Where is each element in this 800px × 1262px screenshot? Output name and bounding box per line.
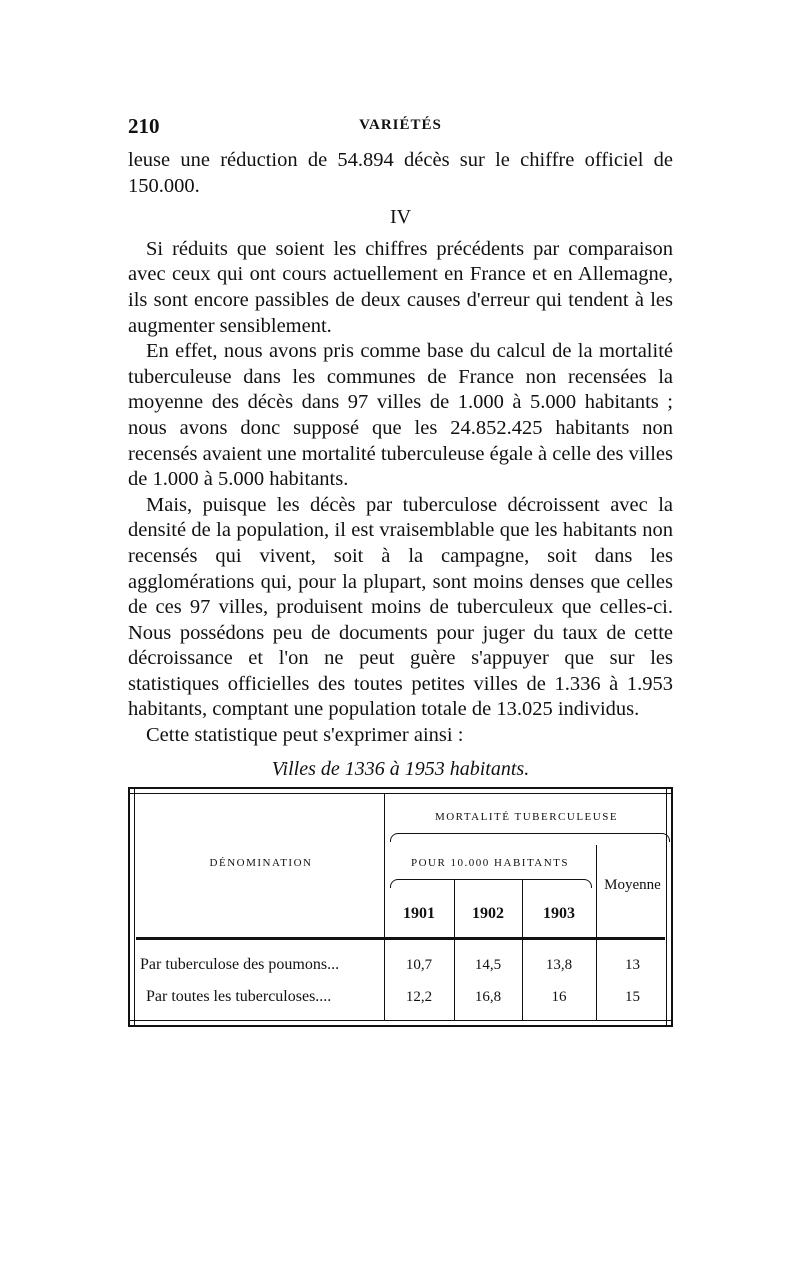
header-moyenne: Moyenne	[604, 877, 661, 893]
header-denomination: DÉNOMINATION	[209, 857, 313, 869]
page-number: 210	[128, 114, 160, 138]
table-cell: 13,8	[545, 957, 573, 973]
table-cell: 13	[625, 957, 640, 973]
section-heading: IV	[389, 206, 412, 229]
paragraph-continuation: leuse une réduction de 54.894 décès sur le chiffre officiel de 150.000.	[128, 149, 673, 197]
group-brace	[390, 833, 670, 842]
table-cell: 15	[625, 989, 640, 1005]
table-frame-top	[128, 787, 673, 794]
table-cell: 16	[551, 989, 567, 1005]
header-year: 1903	[543, 905, 575, 922]
row-label: Par toutes les tuberculoses....	[146, 988, 332, 1005]
table-title: Villes de 1336 à 1953 habitants.	[271, 758, 530, 780]
table-cell: 14,5	[474, 957, 502, 973]
paragraph: Mais, puisque les décès par tuberculose décroissent avec la densité de la population, il est vraisemblable que les habitants non recensés qui vivent, soit à la campagne, soit dans les agglomérations qui, pour la plupart, sont moins denses que celles de ces 97 villes, produisent moins de tuberculeux que celles-ci. Nous possédons peu de documents pour juger du taux de cette décroissance et l'on ne peut guère s'appuyer que sur les statistiques officielles des toutes petites villes de 1.336 à 1.953 habitants, comptant une population totale de 13.025 individus.	[128, 493, 673, 721]
paragraph: En effet, nous avons pris comme base du calcul de la mortalité tuberculeuse dans les communes de France non recensées la moyenne des décès dans 97 villes de 1.000 à 5.000 habitants ; nous avons donc supposé que les 24.852.425 habitants non recensés avaient une mortalité tuberculeuse égale à celle des villes de 1.000 à 5.000 habitants.	[128, 340, 673, 491]
subgroup-brace	[390, 879, 592, 888]
row-label: Par tuberculose des poumons...	[140, 956, 340, 973]
header-mortality: MORTALITÉ TUBERCULEUSE	[434, 811, 619, 823]
table-cell: 16,8	[474, 989, 502, 1005]
table-cell: 10,7	[405, 957, 433, 973]
paragraph: Si réduits que soient les chiffres précédents par comparaison avec ceux qui ont cours actuellement en France et en Allemagne, ils sont encore passibles de deux causes d'erreur qui tendent à les augmenter sensiblement.	[128, 237, 673, 337]
header-year: 1901	[403, 905, 435, 922]
page-header	[128, 114, 673, 144]
table-frame-bottom	[128, 1020, 673, 1027]
header-year: 1902	[472, 905, 504, 922]
header-rule	[136, 937, 665, 940]
table-frame-left	[128, 787, 135, 1027]
table-cell: 12,2	[405, 989, 433, 1005]
running-title: VARIÉTÉS	[359, 117, 442, 133]
body-text	[128, 148, 673, 749]
mortality-table	[128, 787, 673, 1027]
header-per-10000: POUR 10.000 HABITANTS	[410, 857, 570, 869]
paragraph: Cette statistique peut s'exprimer ainsi :	[146, 724, 464, 747]
